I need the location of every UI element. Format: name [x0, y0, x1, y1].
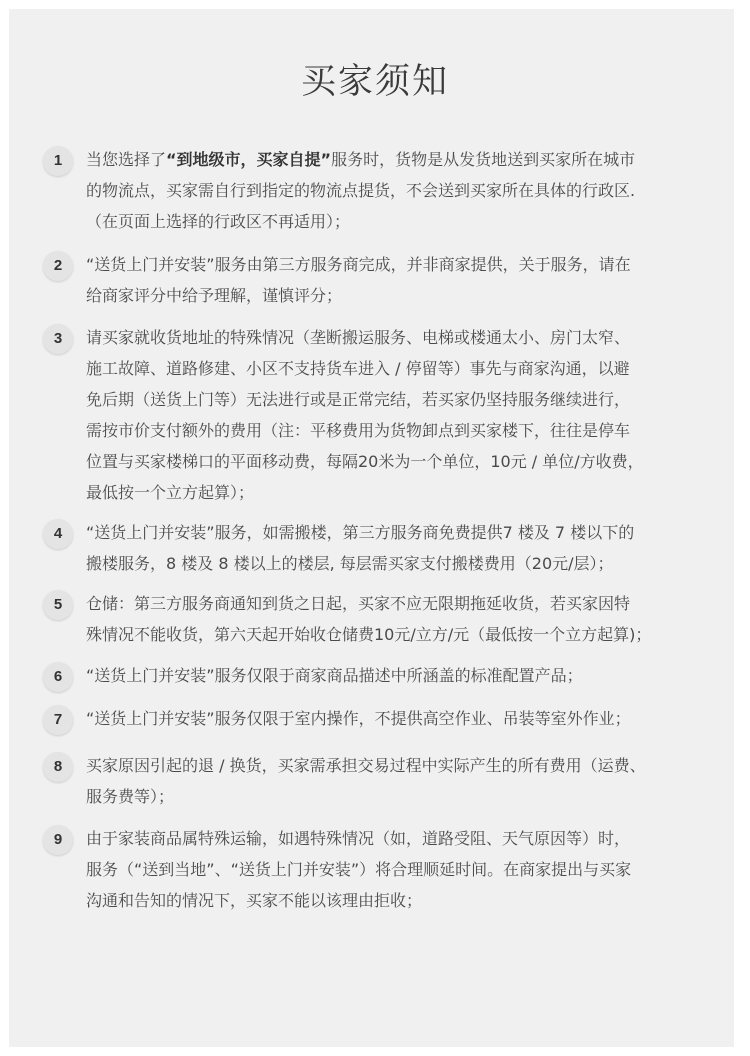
- item-line: 施工故障、道路修建、小区不支持货车进入 / 停留等）事先与商家沟通，以避: [86, 359, 630, 378]
- item-line: 最低按一个立方起算）；: [86, 483, 255, 502]
- item-number-badge: 8: [43, 752, 73, 782]
- item-line: 位置与买家楼梯口的平面移动费，每隔20米为一个单位，10元 / 单位/方收费，: [86, 452, 644, 471]
- item-line: 搬楼服务，8 楼及 8 楼以上的楼层, 每层需买家支付搬楼费用（20元/层）；: [86, 554, 614, 573]
- item-line: 沟通和告知的情况下，买家不能以该理由拒收；: [86, 891, 423, 910]
- item-line: “送货上门并安装”服务仅限于商家商品描述中所涵盖的标准配置产品；: [86, 666, 583, 685]
- item-line: “送货上门并安装”服务由第三方服务商完成，并非商家提供，关于服务，请在: [86, 255, 631, 274]
- item-text: [86, 517, 734, 579]
- item-text: [86, 588, 734, 650]
- item-number-badge: 1: [43, 146, 73, 176]
- item-number-badge: 2: [43, 251, 73, 281]
- item-number-badge: 3: [43, 324, 73, 354]
- item-line: 需按市价支付额外的费用（注：平移费用为货物卸点到买家楼下，往往是停车: [86, 421, 631, 440]
- item-line: 的物流点，买家需自行到指定的物流点提货，不会送到买家所在具体的行政区.: [86, 181, 636, 200]
- item-line: 当您选择了“到地级市，买家自提”服务时，货物是从发货地送到买家所在城市: [86, 150, 636, 169]
- item-text: [86, 144, 734, 237]
- item-text: [86, 750, 734, 812]
- item-number-badge: 5: [43, 590, 73, 620]
- item-text: [86, 249, 734, 311]
- item-line: “送货上门并安装”服务，如需搬楼，第三方服务商免费提供7 楼及 7 楼以下的: [86, 523, 635, 542]
- item-line: （在页面上选择的行政区不再适用）；: [86, 212, 351, 231]
- item-line: 给商家评分中给予理解，谨慎评分；: [86, 286, 343, 305]
- item-line: 殊情况不能收货，第六天起开始收仓储费10元/立方/元（最低按一个立方起算)；: [86, 625, 652, 644]
- item-line: “送货上门并安装”服务仅限于室内操作，不提供高空作业、吊装等室外作业；: [86, 709, 631, 728]
- item-number-badge: 4: [43, 519, 73, 549]
- item-line: 免后期（送货上门等）无法进行或是正常完结，若买家仍坚持服务继续进行，: [86, 390, 631, 409]
- item-line: 由于家装商品属特殊运输，如遇特殊情况（如，道路受阻、天气原因等）时，: [86, 829, 631, 848]
- page-title: 买家须知: [300, 62, 449, 102]
- item-text: [86, 322, 734, 508]
- item-number-badge: 6: [43, 662, 73, 692]
- item-text: [86, 703, 734, 734]
- item-line: 请买家就收货地址的特殊情况（垄断搬运服务、电梯或楼通太小、房门太窄、: [86, 328, 631, 347]
- item-line: 买家原因引起的退 / 换货，买家需承担交易过程中实际产生的所有费用（运费、: [86, 756, 646, 775]
- item-number-badge: 9: [43, 825, 73, 855]
- item-text: [86, 660, 734, 691]
- item-line: 仓储：第三方服务商通知到货之日起，买家不应无限期拖延收货，若买家因特: [86, 594, 631, 613]
- item-text: [86, 823, 734, 916]
- item-line: 服务费等）；: [86, 787, 175, 806]
- item-number-badge: 7: [43, 705, 73, 735]
- item-line: 服务（“送到当地”、“送货上门并安装”）将合理顺延时间。在商家提出与买家: [86, 860, 632, 879]
